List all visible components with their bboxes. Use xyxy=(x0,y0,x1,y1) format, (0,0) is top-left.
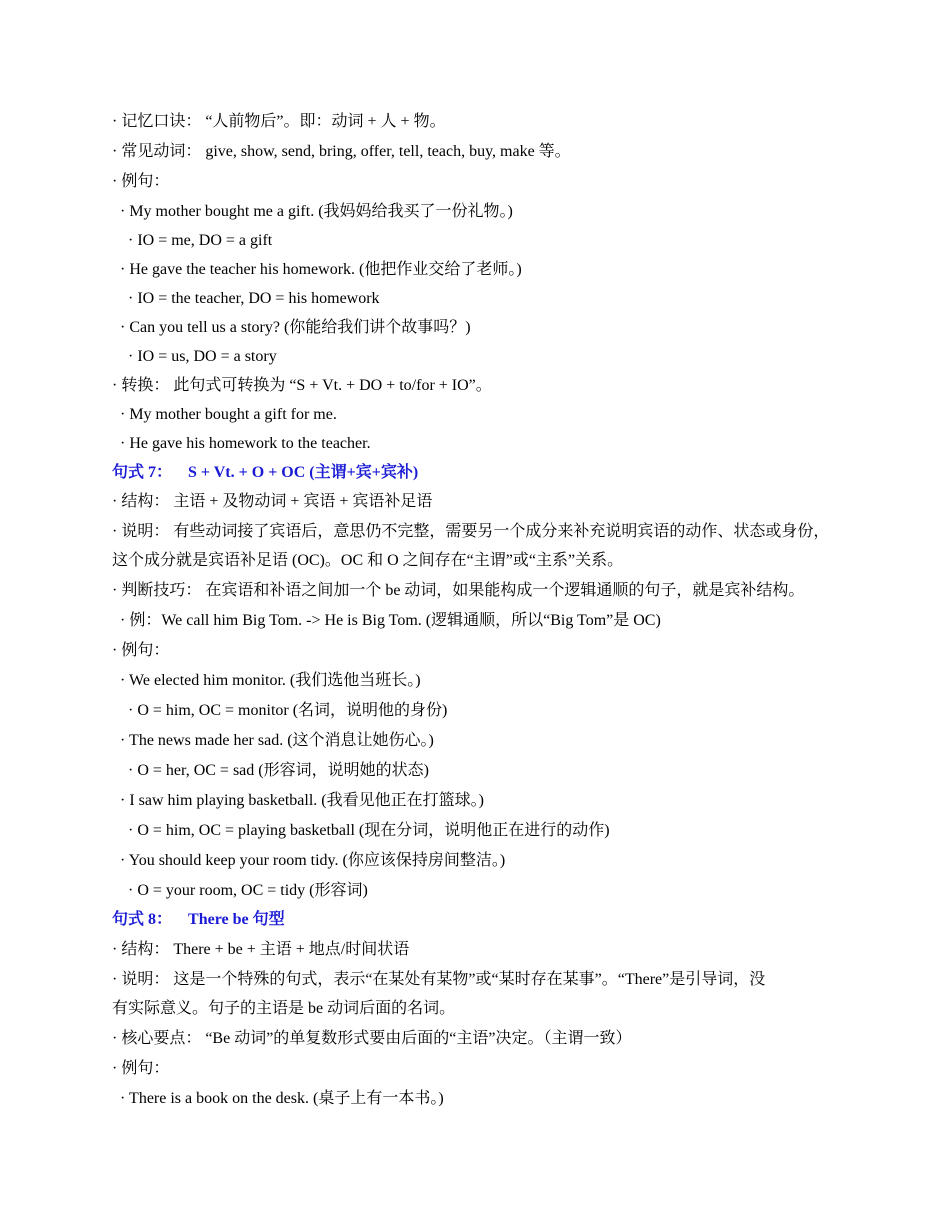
tip-example: · 例：We call him Big Tom. -> He is Big Tom. (逻辑通顺，所以“Big Tom”是 OC) xyxy=(120,612,661,629)
example-analysis: · IO = me, DO = a gift xyxy=(128,232,273,249)
example-analysis: · IO = the teacher, DO = his homework xyxy=(128,290,380,307)
example-analysis: · IO = us, DO = a story xyxy=(128,348,277,365)
explanation-line: 有实际意义。句子的主语是 be 动词后面的名词。 xyxy=(112,1000,456,1017)
example-sentence: · I saw him playing basketball. (我看见他正在打篮球。) xyxy=(120,792,484,809)
examples-label: · 例句： xyxy=(112,173,170,190)
key-point-line: · 核心要点： “Be 动词”的单复数形式要由后面的“主语”决定。（主谓一致） xyxy=(112,1030,632,1047)
common-verbs-line: · 常见动词： give, show, send, bring, offer, tell, teach, buy, make 等。 xyxy=(112,143,571,160)
section-title: There be 句型 xyxy=(188,911,285,928)
example-analysis: · O = your room, OC = tidy (形容词) xyxy=(128,882,368,899)
example-analysis: · O = him, OC = playing basketball (现在分词，说明他正在进行的动作) xyxy=(128,822,610,839)
example-sentence: · Can you tell us a story? (你能给我们讲个故事吗？) xyxy=(120,319,471,336)
mnemonic-line: · 记忆口诀： “人前物后”。即：动词 + 人 + 物。 xyxy=(112,113,446,130)
section-number: 句式 7： xyxy=(112,464,173,481)
section-title: S + Vt. + O + OC (主谓+宾+宾补) xyxy=(188,464,419,481)
example-sentence: · There is a book on the desk. (桌子上有一本书。) xyxy=(120,1090,444,1107)
conversion-example: · My mother bought a gift for me. xyxy=(120,406,337,423)
examples-label: · 例句： xyxy=(112,642,170,659)
example-analysis: · O = her, OC = sad (形容词，说明她的状态) xyxy=(128,762,429,779)
conversion-example: · He gave his homework to the teacher. xyxy=(120,435,371,452)
example-analysis: · O = him, OC = monitor (名词，说明他的身份) xyxy=(128,702,448,719)
example-sentence: · He gave the teacher his homework. (他把作业交给了老师。) xyxy=(120,261,522,278)
explanation-line: 这个成分就是宾语补足语 (OC)。OC 和 O 之间存在“主谓”或“主系”关系。 xyxy=(112,552,624,569)
example-sentence: · The news made her sad. (这个消息让她伤心。) xyxy=(120,732,434,749)
example-sentence: · We elected him monitor. (我们选他当班长。) xyxy=(120,672,421,689)
section-heading-8 xyxy=(112,910,285,930)
section-heading-7 xyxy=(112,463,418,483)
structure-line: · 结构： 主语 + 及物动词 + 宾语 + 宾语补足语 xyxy=(112,493,433,510)
examples-label: · 例句： xyxy=(112,1060,170,1077)
structure-line: · 结构： There + be + 主语 + 地点/时间状语 xyxy=(112,941,410,958)
example-sentence: · My mother bought me a gift. (我妈妈给我买了一份礼物。) xyxy=(120,203,513,220)
section-number: 句式 8： xyxy=(112,911,173,928)
tip-line: · 判断技巧： 在宾语和补语之间加一个 be 动词，如果能构成一个逻辑通顺的句子，就是宾补结构。 xyxy=(112,582,805,599)
explanation-line: · 说明： 有些动词接了宾语后，意思仍不完整，需要另一个成分来补充说明宾语的动作、状态或身份， xyxy=(112,523,830,540)
explanation-line: · 说明： 这是一个特殊的句式，表示“在某处有某物”或“某时存在某事”。“There”是引导词，没 xyxy=(112,971,766,988)
example-sentence: · You should keep your room tidy. (你应该保持房间整洁。) xyxy=(120,852,506,869)
conversion-line: · 转换： 此句式可转换为 “S + Vt. + DO + to/for + IO”。 xyxy=(112,377,492,394)
